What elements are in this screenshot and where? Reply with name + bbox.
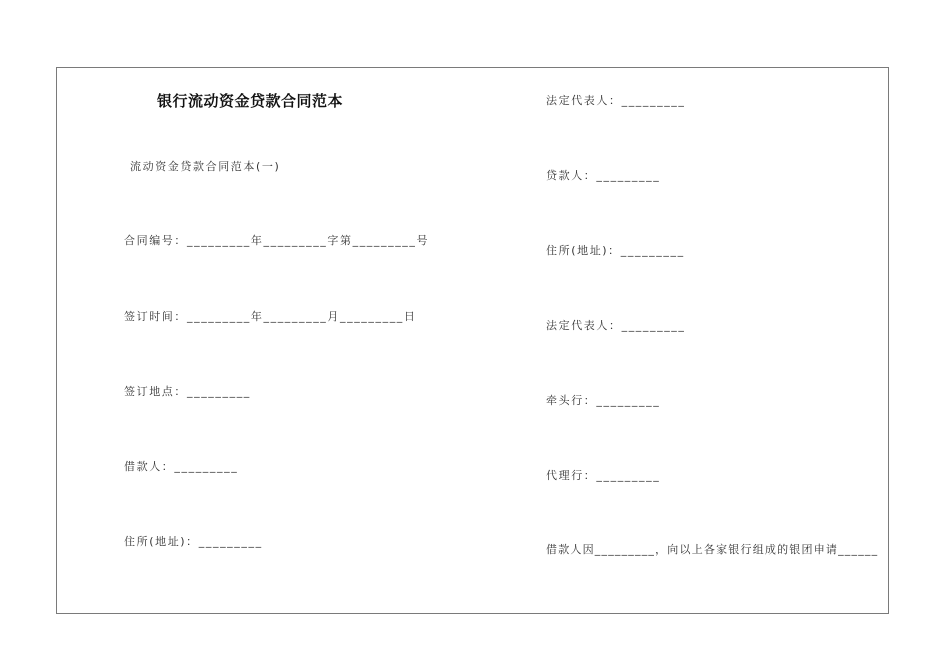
document-page xyxy=(56,67,889,614)
legal-representative-field-2: 法定代表人：_________ xyxy=(546,319,686,332)
borrower-field: 借款人：_________ xyxy=(124,460,239,473)
document-subtitle: 流动资金贷款合同范本(一) xyxy=(130,160,281,173)
lender-field: 贷款人：_________ xyxy=(546,169,661,182)
lender-address-field: 住所(地址)：_________ xyxy=(546,244,685,257)
contract-number-field: 合同编号：_________年_________字第_________号 xyxy=(124,234,430,247)
sign-place-field: 签订地点：_________ xyxy=(124,385,251,398)
sign-date-field: 签订时间：_________年_________月_________日 xyxy=(124,310,417,323)
loan-application-clause: 借款人因_________，向以上各家银行组成的银团申请______ xyxy=(546,543,879,556)
lead-bank-field: 牵头行：_________ xyxy=(546,394,661,407)
document-title: 银行流动资金贷款合同范本 xyxy=(157,92,344,110)
borrower-address-field: 住所(地址)：_________ xyxy=(124,535,263,548)
legal-representative-field-1: 法定代表人：_________ xyxy=(546,94,686,107)
agent-bank-field: 代理行：_________ xyxy=(546,469,661,482)
